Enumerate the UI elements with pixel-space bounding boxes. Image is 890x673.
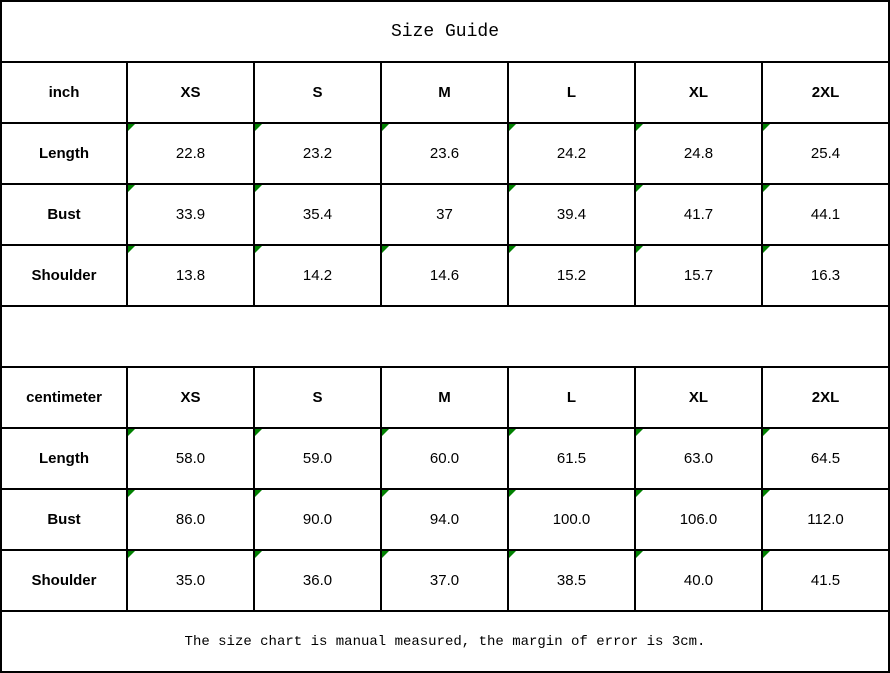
green-triangle-marker-icon (128, 124, 135, 131)
size-header-xl: XL (635, 62, 762, 123)
green-triangle-marker-icon (255, 429, 262, 436)
cell-value: 35.0 (175, 572, 206, 589)
green-triangle-marker-icon (636, 124, 643, 131)
cell-cm-length-xs (127, 428, 254, 489)
cell-cm-shoulder-xs (127, 550, 254, 611)
unit-header-centimeter: centimeter (1, 367, 127, 428)
size-header-s: S (254, 367, 381, 428)
size-header-l: L (508, 367, 635, 428)
cell-value: 63.0 (683, 450, 714, 467)
measurement-note: The size chart is manual measured, the margin of error is 3cm. (1, 611, 889, 672)
cell-value: 61.5 (556, 450, 587, 467)
green-triangle-marker-icon (763, 551, 770, 558)
green-triangle-marker-icon (382, 490, 389, 497)
green-triangle-marker-icon (763, 124, 770, 131)
size-header-m: M (381, 367, 508, 428)
cell-value: 59.0 (302, 450, 333, 467)
cell-value: 22.8 (175, 145, 206, 162)
row-label-shoulder: Shoulder (1, 245, 127, 306)
cell-value: 86.0 (175, 511, 206, 528)
cell-value: 64.5 (810, 450, 841, 467)
green-triangle-marker-icon (255, 490, 262, 497)
cell-cm-length-xl (635, 428, 762, 489)
green-triangle-marker-icon (255, 551, 262, 558)
table-row (1, 550, 889, 611)
cell-inch-shoulder-s (254, 245, 381, 306)
cell-value: 16.3 (810, 267, 841, 284)
cell-value: 13.8 (175, 267, 206, 284)
cell-cm-shoulder-xl (635, 550, 762, 611)
cell-value: 106.0 (679, 511, 718, 528)
size-header-m: M (381, 62, 508, 123)
cell-value: 38.5 (556, 572, 587, 589)
cell-inch-length-xl (635, 123, 762, 184)
title-row (1, 1, 889, 62)
green-triangle-marker-icon (128, 551, 135, 558)
green-triangle-marker-icon (255, 185, 262, 192)
cell-value: 94.0 (429, 511, 460, 528)
cell-inch-shoulder-xs (127, 245, 254, 306)
green-triangle-marker-icon (763, 490, 770, 497)
cell-value: 37 (436, 206, 453, 223)
cell-inch-shoulder-xl (635, 245, 762, 306)
table-row (1, 489, 889, 550)
cell-value: 37.0 (429, 572, 460, 589)
row-label-length: Length (1, 123, 127, 184)
cell-cm-bust-xs (127, 489, 254, 550)
green-triangle-marker-icon (509, 124, 516, 131)
cell-value: 100.0 (552, 511, 591, 528)
cell-value: 23.6 (429, 145, 460, 162)
cell-cm-bust-xl (635, 489, 762, 550)
cell-inch-length-s (254, 123, 381, 184)
cell-value: 112.0 (807, 511, 844, 528)
spacer-row (1, 306, 889, 367)
green-triangle-marker-icon (509, 246, 516, 253)
cell-value: 15.7 (683, 267, 714, 284)
cell-cm-shoulder-l (508, 550, 635, 611)
cell-cm-length-s (254, 428, 381, 489)
table-row (1, 428, 889, 489)
green-triangle-marker-icon (509, 551, 516, 558)
cell-cm-bust-s (254, 489, 381, 550)
row-label-bust: Bust (1, 184, 127, 245)
green-triangle-marker-icon (509, 429, 516, 436)
cell-value: 24.8 (683, 145, 714, 162)
green-triangle-marker-icon (636, 551, 643, 558)
size-header-xl: XL (635, 367, 762, 428)
spacer-cell (1, 306, 889, 367)
cell-inch-length-m (381, 123, 508, 184)
green-triangle-marker-icon (255, 246, 262, 253)
green-triangle-marker-icon (128, 185, 135, 192)
green-triangle-marker-icon (382, 124, 389, 131)
green-triangle-marker-icon (763, 246, 770, 253)
cell-inch-bust-l (508, 184, 635, 245)
table-row (1, 123, 889, 184)
cell-inch-shoulder-2xl (762, 245, 889, 306)
cell-value: 44.1 (810, 206, 841, 223)
cell-value: 35.4 (302, 206, 333, 223)
green-triangle-marker-icon (509, 185, 516, 192)
cell-value: 36.0 (302, 572, 333, 589)
size-header-2xl: 2XL (762, 62, 889, 123)
cell-value: 41.5 (810, 572, 841, 589)
cell-inch-length-l (508, 123, 635, 184)
green-triangle-marker-icon (636, 246, 643, 253)
cell-value: 41.7 (683, 206, 714, 223)
green-triangle-marker-icon (636, 490, 643, 497)
cell-inch-bust-xl (635, 184, 762, 245)
cell-value: 33.9 (175, 206, 206, 223)
cell-value: 24.2 (556, 145, 587, 162)
cell-cm-shoulder-s (254, 550, 381, 611)
row-label-length: Length (1, 428, 127, 489)
cell-value: 14.2 (302, 267, 333, 284)
footer-row (1, 611, 889, 672)
cell-cm-bust-l (508, 489, 635, 550)
cell-value: 90.0 (302, 511, 333, 528)
unit-header-inch: inch (1, 62, 127, 123)
cell-value: 39.4 (556, 206, 587, 223)
cell-cm-bust-m (381, 489, 508, 550)
page-title: Size Guide (1, 1, 889, 62)
green-triangle-marker-icon (509, 490, 516, 497)
green-triangle-marker-icon (763, 185, 770, 192)
cell-inch-shoulder-l (508, 245, 635, 306)
centimeter-header-row (1, 367, 889, 428)
cell-inch-shoulder-m (381, 245, 508, 306)
cell-cm-length-l (508, 428, 635, 489)
cell-value: 40.0 (683, 572, 714, 589)
cell-inch-bust-s (254, 184, 381, 245)
cell-value: 14.6 (429, 267, 460, 284)
inch-header-row (1, 62, 889, 123)
cell-value: 15.2 (556, 267, 587, 284)
table-row (1, 245, 889, 306)
green-triangle-marker-icon (255, 124, 262, 131)
size-header-l: L (508, 62, 635, 123)
cell-inch-length-xs (127, 123, 254, 184)
green-triangle-marker-icon (636, 429, 643, 436)
green-triangle-marker-icon (763, 429, 770, 436)
cell-inch-bust-2xl (762, 184, 889, 245)
cell-cm-bust-2xl (762, 489, 889, 550)
cell-cm-length-m (381, 428, 508, 489)
size-header-xs: XS (127, 367, 254, 428)
size-header-s: S (254, 62, 381, 123)
cell-value: 58.0 (175, 450, 206, 467)
green-triangle-marker-icon (128, 429, 135, 436)
size-header-2xl: 2XL (762, 367, 889, 428)
cell-inch-bust-xs (127, 184, 254, 245)
row-label-shoulder: Shoulder (1, 550, 127, 611)
green-triangle-marker-icon (636, 185, 643, 192)
table-row (1, 184, 889, 245)
cell-value: 23.2 (302, 145, 333, 162)
cell-cm-length-2xl (762, 428, 889, 489)
green-triangle-marker-icon (382, 551, 389, 558)
cell-inch-length-2xl (762, 123, 889, 184)
cell-cm-shoulder-2xl (762, 550, 889, 611)
cell-value: 25.4 (810, 145, 841, 162)
cell-value: 60.0 (429, 450, 460, 467)
green-triangle-marker-icon (382, 246, 389, 253)
size-header-xs: XS (127, 62, 254, 123)
green-triangle-marker-icon (382, 429, 389, 436)
cell-cm-shoulder-m (381, 550, 508, 611)
green-triangle-marker-icon (128, 490, 135, 497)
green-triangle-marker-icon (128, 246, 135, 253)
row-label-bust: Bust (1, 489, 127, 550)
cell-inch-bust-m (381, 184, 508, 245)
